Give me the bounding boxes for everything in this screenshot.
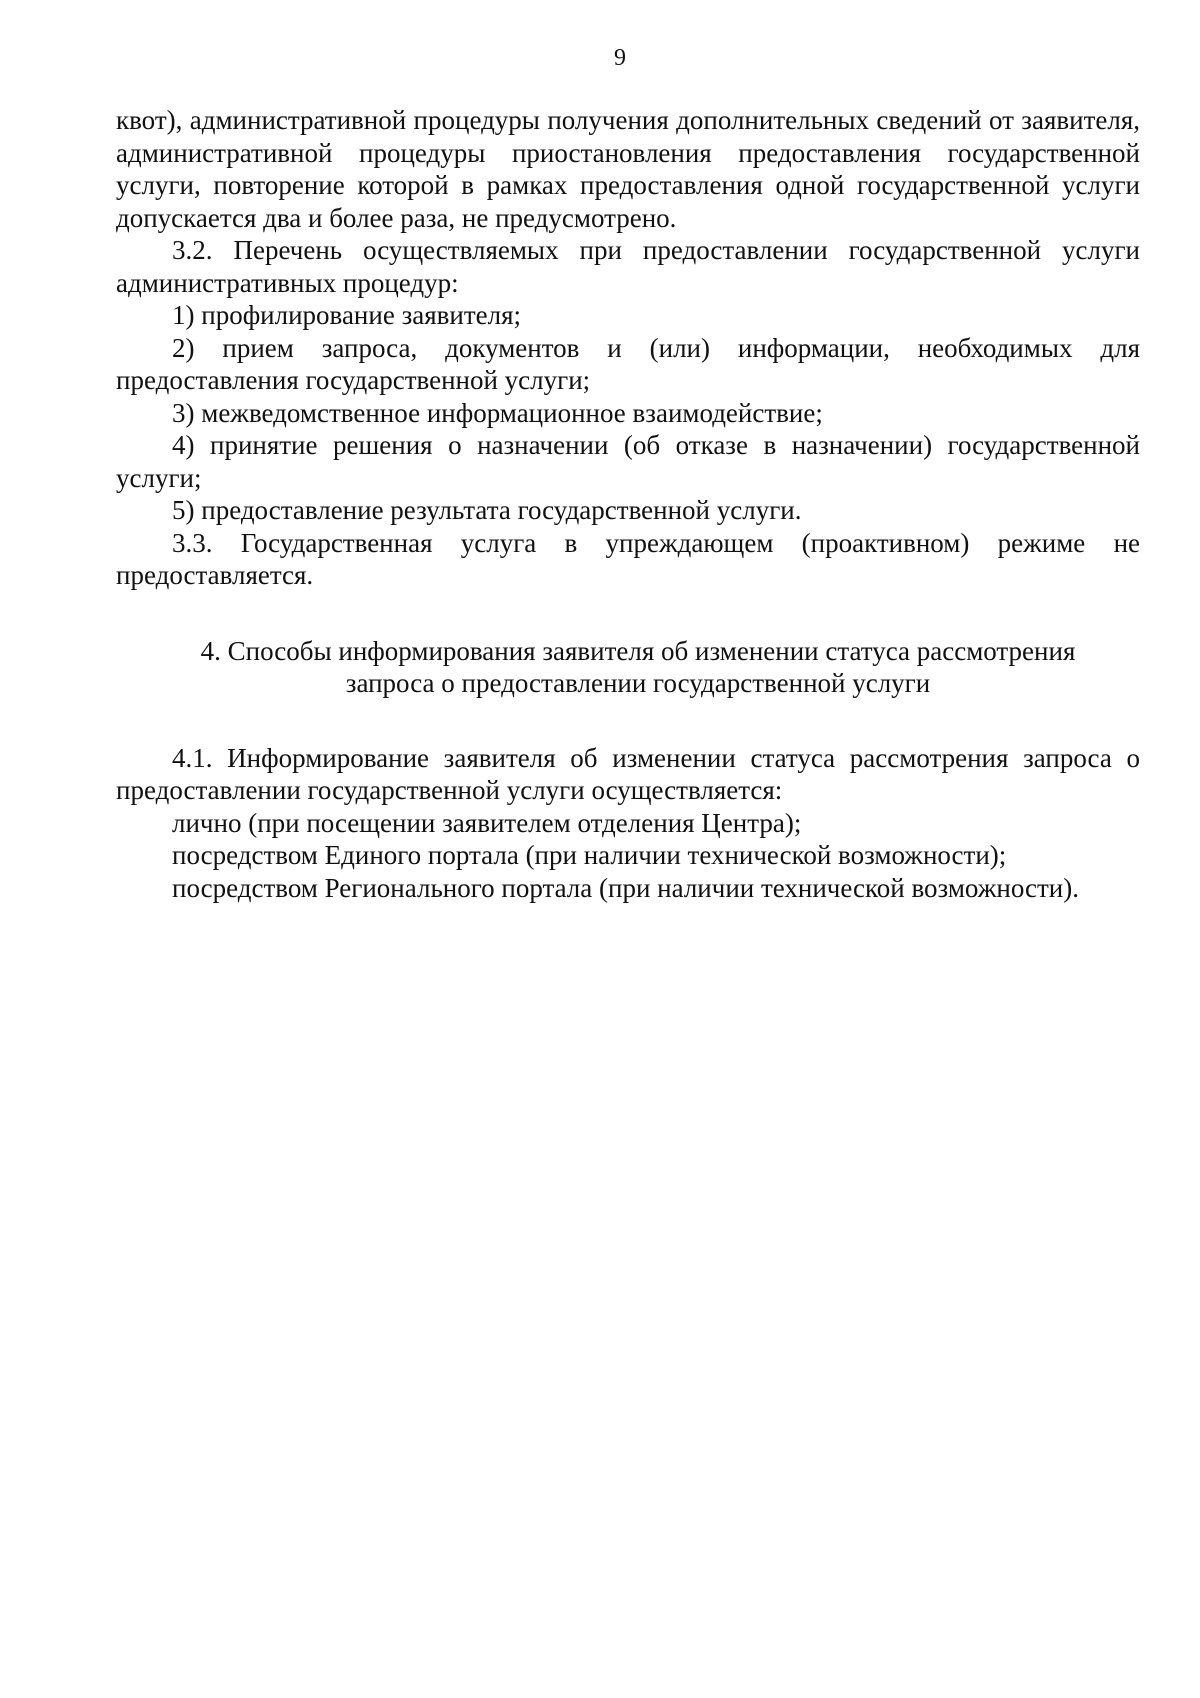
paragraph-continuation: квот), административной процедуры получения дополнительных сведений от заявителя, административной процедуры приостановления предоставления государственной услуги, повторение которой в рамках предоставления одной государственной услуги допускается два и более раза, не предусмотрено.: [116, 105, 1140, 233]
section-4-heading: [116, 635, 1140, 700]
info-method-in-person: лично (при посещении заявителем отделения Центра);: [172, 807, 802, 838]
list-item-2: 2) прием запроса, документов и (или) информации, необходимых для предоставления государственной услуги;: [116, 332, 1140, 395]
section-4-heading-line-2: запроса о предоставлении государственной услуги: [345, 668, 931, 698]
list-item-1: 1) профилирование заявителя;: [172, 300, 522, 330]
paragraph-4-1: 4.1. Информирование заявителя об изменении статуса рассмотрения запроса о предоставлении государственной услуги осуществляется:: [116, 742, 1140, 805]
document-body: [116, 104, 1140, 904]
info-method-unified-portal: посредством Единого портала (при наличии технической возможности);: [172, 840, 1007, 870]
page-number: 9: [614, 45, 626, 71]
paragraph-3-2: 3.2. Перечень осуществляемых при предоставлении государственной услуги административных процедур:: [116, 235, 1140, 298]
section-4-heading-line-1: 4. Способы информирования заявителя об изменении статуса рассмотрения: [200, 635, 1076, 666]
list-item-4: 4) принятие решения о назначении (об отказе в назначении) государственной услуги;: [116, 430, 1140, 493]
list-item-5: 5) предоставление результата государственной услуги.: [172, 495, 802, 525]
info-method-regional-portal: посредством Регионального портала (при наличии технической возможности).: [172, 872, 1079, 903]
list-item-3: 3) межведомственное информационное взаимодействие;: [172, 397, 823, 428]
paragraph-3-3: 3.3. Государственная услуга в упреждающем (проактивном) режиме не предоставляется.: [116, 527, 1140, 590]
